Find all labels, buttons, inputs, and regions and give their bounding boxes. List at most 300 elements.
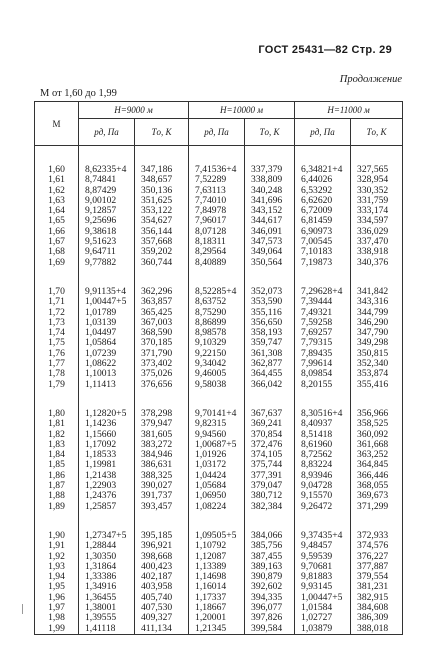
temperature-cell: 396,077 [245,603,295,613]
spacer-row [35,146,403,166]
mach-cell: 1,89 [35,502,79,512]
temperature-cell: 334,597 [351,216,403,226]
pressure-cell: 1,01926 [189,450,245,460]
temperature-cell: 373,402 [135,359,189,369]
mach-cell: 1,76 [35,349,79,359]
pressure-cell: 6,72009 [295,206,351,216]
temperature-cell: 338,918 [351,247,403,257]
table-row [35,419,403,429]
pressure-cell: 8,98578 [189,328,245,338]
temperature-cell: 371,299 [351,502,403,512]
temperature-cell: 340,376 [351,258,403,268]
pressure-cell: 1,20001 [189,613,245,623]
pressure-cell: 1,30350 [79,552,135,562]
mach-cell: 1,74 [35,328,79,338]
mach-cell: 1,97 [35,603,79,613]
pressure-cell: 9,25696 [79,216,135,226]
temperature-cell: 346,091 [245,227,295,237]
pressure-cell: 7,79315 [295,338,351,348]
pressure-cell: 1,00447+5 [79,297,135,307]
pressure-cell: 9,10329 [189,338,245,348]
pressure-cell: 8,75290 [189,308,245,318]
temperature-cell: 347,573 [245,237,295,247]
table-body [35,146,403,635]
pressure-cell: 8,40937 [295,419,351,429]
pressure-cell: 7,69257 [295,328,351,338]
mach-cell: 1,91 [35,541,79,551]
mach-cell: 1,81 [35,419,79,429]
temperature-cell: 375,744 [245,460,295,470]
temperature-cell: 341,696 [245,196,295,206]
pressure-cell: 1,33386 [79,572,135,582]
pressure-cell: 1,12087 [189,552,245,562]
temperature-cell: 341,842 [351,287,403,297]
pressure-cell: 9,70141+4 [189,409,245,419]
temperature-cell: 398,668 [135,552,189,562]
mach-cell: 1,85 [35,460,79,470]
temperature-cell: 370,185 [135,338,189,348]
temperature-cell: 337,379 [245,165,295,175]
pressure-cell: 1,22903 [79,481,135,491]
table-row [35,258,403,268]
temperature-cell: 363,857 [135,297,189,307]
temperature-cell: 388,018 [351,624,403,635]
column-header-temperature: Tо, К [245,119,295,146]
pressure-cell: 1,17337 [189,593,245,603]
temperature-cell: 336,029 [351,227,403,237]
temperature-cell: 384,608 [351,603,403,613]
pressure-cell: 9,81883 [295,572,351,582]
temperature-cell: 350,815 [351,349,403,359]
temperature-cell: 409,327 [135,613,189,623]
temperature-cell: 402,187 [135,572,189,582]
temperature-cell: 352,073 [245,287,295,297]
pressure-cell: 9,37435+4 [295,531,351,541]
temperature-cell: 338,809 [245,175,295,185]
margin-mark [22,604,27,614]
mach-cell: 1,82 [35,430,79,440]
pressure-cell: 9,59539 [295,552,351,562]
continuation-label: Продолжение [339,74,402,85]
pressure-cell: 9,51623 [79,237,135,247]
pressure-cell: 1,00447+5 [295,593,351,603]
pressure-cell: 1,01789 [79,308,135,318]
spacer-row [35,390,403,409]
temperature-cell: 376,656 [135,380,189,390]
temperature-cell: 364,845 [351,460,403,470]
pressure-cell: 6,53292 [295,186,351,196]
pressure-cell: 7,99614 [295,359,351,369]
pressure-cell: 7,74010 [189,196,245,206]
temperature-cell: 328,954 [351,175,403,185]
temperature-cell: 366,446 [351,471,403,481]
pressure-cell: 1,36455 [79,593,135,603]
pressure-cell: 9,91135+4 [79,287,135,297]
temperature-cell: 378,298 [135,409,189,419]
temperature-cell: 354,627 [135,216,189,226]
temperature-cell: 396,921 [135,541,189,551]
temperature-cell: 382,384 [245,502,295,512]
mach-cell: 1,68 [35,247,79,257]
temperature-cell: 347,186 [135,165,189,175]
pressure-cell: 9,34042 [189,359,245,369]
temperature-cell: 355,116 [245,308,295,318]
pressure-cell: 7,63113 [189,186,245,196]
temperature-cell: 386,631 [135,460,189,470]
temperature-cell: 386,309 [351,613,403,623]
pressure-cell: 1,21438 [79,471,135,481]
temperature-cell: 370,854 [245,430,295,440]
temperature-cell: 392,602 [245,582,295,592]
mach-cell: 1,96 [35,593,79,603]
column-header-pressure: pд, Па [189,119,245,146]
temperature-cell: 357,668 [135,237,189,247]
temperature-cell: 372,476 [245,440,295,450]
pressure-cell: 1,31864 [79,562,135,572]
mach-cell: 1,60 [35,165,79,175]
temperature-cell: 381,605 [135,430,189,440]
pressure-cell: 7,59258 [295,318,351,328]
temperature-cell: 375,026 [135,369,189,379]
temperature-cell: 399,584 [245,624,295,635]
pressure-cell: 9,82315 [189,419,245,429]
column-header-m: M [35,102,79,146]
pressure-cell: 8,63752 [189,297,245,307]
pressure-cell: 8,74841 [79,175,135,185]
column-header-h9000: H=9000 м [79,102,189,119]
temperature-cell: 382,915 [351,593,403,603]
pressure-cell: 1,34916 [79,582,135,592]
pressure-cell: 8,87429 [79,186,135,196]
column-header-temperature: Tо, К [351,119,403,146]
temperature-cell: 358,525 [351,419,403,429]
temperature-cell: 356,650 [245,318,295,328]
temperature-cell: 361,668 [351,440,403,450]
temperature-cell: 360,744 [135,258,189,268]
mach-cell: 1,99 [35,624,79,635]
pressure-cell: 6,81459 [295,216,351,226]
temperature-cell: 327,565 [351,165,403,175]
pressure-cell: 1,41118 [79,624,135,635]
pressure-cell: 1,12820+5 [79,409,135,419]
temperature-cell: 411,134 [135,624,189,635]
temperature-cell: 348,657 [135,175,189,185]
temperature-cell: 360,092 [351,430,403,440]
pressure-cell: 9,94560 [189,430,245,440]
temperature-cell: 356,966 [351,409,403,419]
pressure-cell: 1,17092 [79,440,135,450]
pressure-cell: 1,10792 [189,541,245,551]
pressure-cell: 7,52289 [189,175,245,185]
pressure-cell: 1,06950 [189,491,245,501]
pressure-cell: 1,08224 [189,502,245,512]
pressure-cell: 7,00545 [295,237,351,247]
pressure-cell: 9,93145 [295,582,351,592]
temperature-cell: 394,335 [245,593,295,603]
temperature-cell: 381,231 [351,582,403,592]
pressure-cell: 1,25857 [79,502,135,512]
spacer-row [35,268,403,287]
table-row [35,541,403,551]
temperature-cell: 353,590 [245,297,295,307]
pressure-cell: 1,04424 [189,471,245,481]
mach-cell: 1,61 [35,175,79,185]
temperature-cell: 340,248 [245,186,295,196]
mach-cell: 1,75 [35,338,79,348]
temperature-cell: 361,308 [245,349,295,359]
temperature-cell: 355,416 [351,380,403,390]
pressure-cell: 9,77882 [79,258,135,268]
pressure-cell: 1,04497 [79,328,135,338]
pressure-cell: 9,38618 [79,227,135,237]
table-row [35,624,403,635]
temperature-cell: 371,790 [135,349,189,359]
mach-cell: 1,72 [35,308,79,318]
mach-cell: 1,93 [35,562,79,572]
temperature-cell: 368,590 [135,328,189,338]
column-header-pressure: pд, Па [79,119,135,146]
temperature-cell: 395,185 [135,531,189,541]
mach-cell: 1,92 [35,552,79,562]
pressure-cell: 1,18667 [189,603,245,613]
mach-cell: 1,78 [35,369,79,379]
pressure-cell: 1,05864 [79,338,135,348]
mach-cell: 1,83 [35,440,79,450]
table-row [35,502,403,512]
temperature-cell: 365,425 [135,308,189,318]
temperature-cell: 362,877 [245,359,295,369]
temperature-cell: 377,391 [245,471,295,481]
pressure-cell: 8,61960 [295,440,351,450]
temperature-cell: 343,316 [351,297,403,307]
pressure-cell: 8,51418 [295,430,351,440]
temperature-cell: 356,144 [135,227,189,237]
pressure-cell: 1,03879 [295,624,351,635]
pressure-cell: 8,93946 [295,471,351,481]
pressure-cell: 1,02727 [295,613,351,623]
temperature-cell: 374,576 [351,541,403,551]
pressure-cell: 8,07128 [189,227,245,237]
pressure-cell: 7,49321 [295,308,351,318]
temperature-cell: 350,564 [245,258,295,268]
pressure-cell: 9,70681 [295,562,351,572]
temperature-cell: 351,625 [135,196,189,206]
mach-cell: 1,65 [35,216,79,226]
mach-cell: 1,73 [35,318,79,328]
temperature-cell: 369,241 [245,419,295,429]
temperature-cell: 380,712 [245,491,295,501]
mach-cell: 1,86 [35,471,79,481]
pressure-cell: 1,18533 [79,450,135,460]
pressure-cell: 9,58038 [189,380,245,390]
mach-cell: 1,70 [35,287,79,297]
pressure-cell: 6,62620 [295,196,351,206]
pressure-cell: 1,16014 [189,582,245,592]
temperature-cell: 393,457 [135,502,189,512]
column-header-temperature: Tо, К [135,119,189,146]
temperature-cell: 405,740 [135,593,189,603]
pressure-cell: 7,96017 [189,216,245,226]
temperature-cell: 333,174 [351,206,403,216]
temperature-cell: 344,799 [351,308,403,318]
mach-cell: 1,94 [35,572,79,582]
mach-cell: 1,67 [35,237,79,247]
temperature-cell: 343,152 [245,206,295,216]
temperature-cell: 350,136 [135,186,189,196]
temperature-cell: 363,252 [351,450,403,460]
pressure-cell: 1,14698 [189,572,245,582]
temperature-cell: 349,298 [351,338,403,348]
temperature-cell: 330,352 [351,186,403,196]
temperature-cell: 400,423 [135,562,189,572]
temperature-cell: 337,470 [351,237,403,247]
temperature-cell: 384,066 [245,531,295,541]
pressure-cell: 1,01584 [295,603,351,613]
temperature-cell: 358,193 [245,328,295,338]
pressure-cell: 8,40889 [189,258,245,268]
pressure-cell: 7,41536+4 [189,165,245,175]
pressure-cell: 8,62335+4 [79,165,135,175]
mach-cell: 1,84 [35,450,79,460]
temperature-cell: 353,874 [351,369,403,379]
pressure-cell: 8,52285+4 [189,287,245,297]
pressure-cell: 1,09505+5 [189,531,245,541]
pressure-cell: 1,08622 [79,359,135,369]
temperature-cell: 390,027 [135,481,189,491]
temperature-cell: 379,554 [351,572,403,582]
temperature-cell: 403,958 [135,582,189,592]
pressure-cell: 8,30516+4 [295,409,351,419]
mach-cell: 1,98 [35,613,79,623]
pressure-cell: 1,14236 [79,419,135,429]
pressure-cell: 1,10013 [79,369,135,379]
temperature-cell: 383,272 [135,440,189,450]
temperature-cell: 387,455 [245,552,295,562]
mach-cell: 1,95 [35,582,79,592]
temperature-cell: 367,637 [245,409,295,419]
temperature-cell: 349,064 [245,247,295,257]
pressure-cell: 1,24376 [79,491,135,501]
pressure-cell: 9,64711 [79,247,135,257]
pressure-cell: 9,26472 [295,502,351,512]
pressure-cell: 6,34821+4 [295,165,351,175]
pressure-cell: 7,19873 [295,258,351,268]
page-header: ГОСТ 25431—82 Стр. 29 [258,44,392,56]
temperature-cell: 369,673 [351,491,403,501]
temperature-cell: 368,055 [351,481,403,491]
pressure-cell: 7,10183 [295,247,351,257]
pressure-cell: 9,00102 [79,196,135,206]
temperature-cell: 372,933 [351,531,403,541]
temperature-cell: 374,105 [245,450,295,460]
temperature-cell: 389,163 [245,562,295,572]
temperature-cell: 384,946 [135,450,189,460]
temperature-cell: 353,122 [135,206,189,216]
pressure-cell: 7,29628+4 [295,287,351,297]
temperature-cell: 347,790 [351,328,403,338]
pressure-cell: 6,90973 [295,227,351,237]
pressure-cell: 1,07239 [79,349,135,359]
pressure-cell: 8,09854 [295,369,351,379]
mach-cell: 1,90 [35,531,79,541]
pressure-cell: 9,48457 [295,541,351,551]
temperature-cell: 366,042 [245,380,295,390]
pressure-cell: 1,05684 [189,481,245,491]
pressure-cell: 8,72562 [295,450,351,460]
mach-cell: 1,63 [35,196,79,206]
mach-cell: 1,77 [35,359,79,369]
mach-cell: 1,87 [35,481,79,491]
pressure-cell: 8,20155 [295,380,351,390]
pressure-cell: 7,89435 [295,349,351,359]
pressure-cell: 1,03172 [189,460,245,470]
pressure-cell: 1,21345 [189,624,245,635]
mach-cell: 1,69 [35,258,79,268]
pressure-cell: 9,04728 [295,481,351,491]
pressure-cell: 1,39555 [79,613,135,623]
pressure-cell: 7,39444 [295,297,351,307]
pressure-cell: 9,22150 [189,349,245,359]
temperature-cell: 367,003 [135,318,189,328]
pressure-cell: 1,28844 [79,541,135,551]
column-header-pressure: pд, Па [295,119,351,146]
temperature-cell: 388,325 [135,471,189,481]
temperature-cell: 376,227 [351,552,403,562]
column-header-h10000: H=10000 м [189,102,295,119]
temperature-cell: 359,747 [245,338,295,348]
range-label: M от 1,60 до 1,99 [40,88,117,99]
spacer-row [35,512,403,531]
pressure-cell: 1,27347+5 [79,531,135,541]
column-header-h11000: H=11000 м [295,102,403,119]
pressure-cell: 1,38001 [79,603,135,613]
temperature-cell: 385,756 [245,541,295,551]
pressure-cell: 1,19981 [79,460,135,470]
temperature-cell: 377,887 [351,562,403,572]
temperature-cell: 391,737 [135,491,189,501]
temperature-cell: 379,947 [135,419,189,429]
temperature-cell: 352,340 [351,359,403,369]
mach-cell: 1,80 [35,409,79,419]
pressure-cell: 9,15570 [295,491,351,501]
pressure-cell: 8,86899 [189,318,245,328]
mach-cell: 1,62 [35,186,79,196]
temperature-cell: 364,455 [245,369,295,379]
temperature-cell: 397,826 [245,613,295,623]
mach-cell: 1,79 [35,380,79,390]
pressure-cell: 1,11413 [79,380,135,390]
temperature-cell: 344,617 [245,216,295,226]
pressure-cell: 8,83224 [295,460,351,470]
pressure-cell: 1,13389 [189,562,245,572]
mach-cell: 1,88 [35,491,79,501]
pressure-cell: 1,00687+5 [189,440,245,450]
pressure-cell: 9,46005 [189,369,245,379]
mach-cell: 1,64 [35,206,79,216]
table-row [35,380,403,390]
temperature-cell: 331,759 [351,196,403,206]
pressure-cell: 9,12857 [79,206,135,216]
temperature-cell: 390,879 [245,572,295,582]
data-table [34,101,403,635]
mach-cell: 1,66 [35,227,79,237]
pressure-cell: 7,84978 [189,206,245,216]
temperature-cell: 379,047 [245,481,295,491]
temperature-cell: 407,530 [135,603,189,613]
mach-cell: 1,71 [35,297,79,307]
temperature-cell: 362,296 [135,287,189,297]
pressure-cell: 8,29564 [189,247,245,257]
